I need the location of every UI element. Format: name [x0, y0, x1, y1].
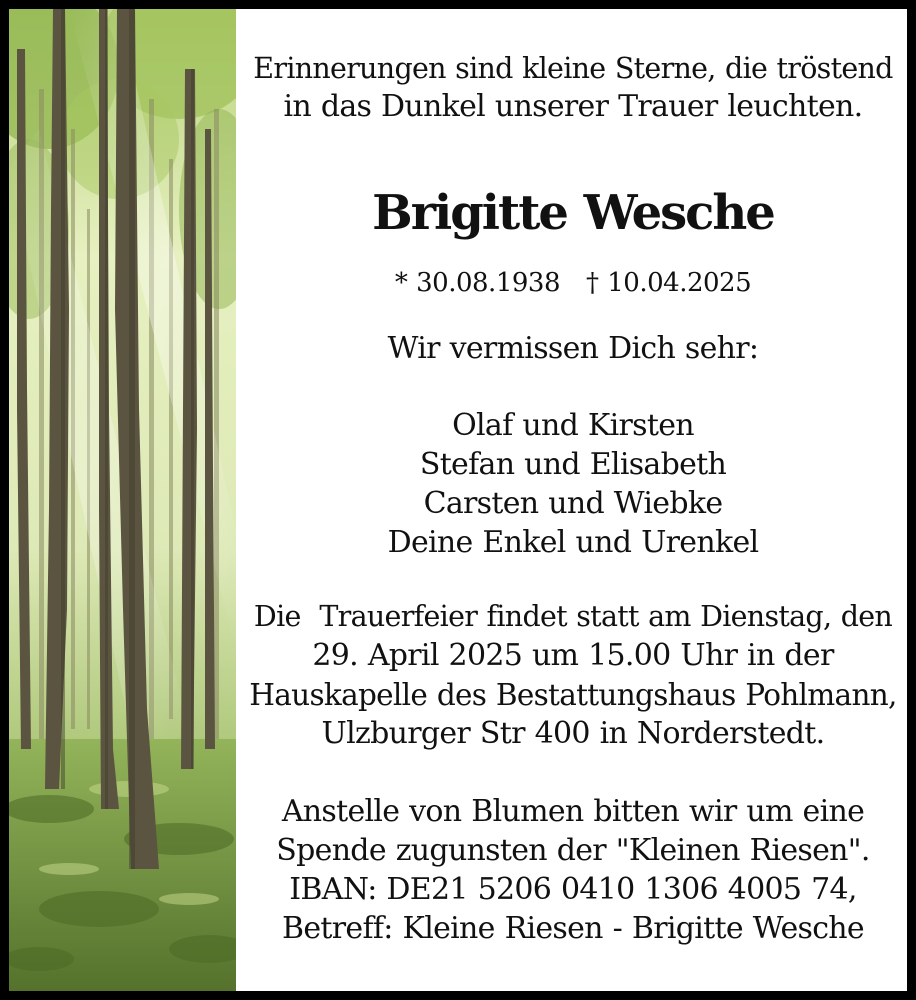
- quote-line-1: Erinnerungen sind kleine Sterne, die tröstend: [253, 52, 893, 85]
- birth-date: * 30.08.1938: [394, 268, 560, 298]
- miss-line: Wir vermissen Dich sehr:: [387, 331, 759, 366]
- life-dates: [249, 265, 897, 301]
- deceased-name: Brigitte Wesche: [372, 185, 774, 241]
- donation-line: Spende zugunsten der "Kleinen Riesen".: [276, 833, 870, 868]
- quote-line-2: in das Dunkel unserer Trauer leuchten.: [283, 89, 863, 124]
- family-line: Olaf und Kirsten: [452, 408, 694, 443]
- forest-icon: [9, 9, 236, 991]
- family-line: Carsten und Wiebke: [423, 486, 723, 521]
- funeral-line: Ulzburger Str 400 in Norderstedt.: [321, 716, 825, 751]
- notice-text: [249, 9, 897, 991]
- death-date: † 10.04.2025: [586, 268, 752, 298]
- forest-image: [9, 9, 236, 991]
- funeral-line: Die Trauerfeier findet statt am Dienstag, den: [253, 600, 893, 633]
- family-line: Stefan und Elisabeth: [419, 447, 727, 482]
- donation-line: Anstelle von Blumen bitten wir um eine: [281, 794, 865, 829]
- funeral-line: 29. April 2025 um 15.00 Uhr in der: [312, 638, 834, 673]
- donation-reference: Betreff: Kleine Riesen - Brigitte Wesche: [282, 911, 864, 946]
- funeral-line: Hauskapelle des Bestattungshaus Pohlmann,: [249, 678, 897, 712]
- family-line: Deine Enkel und Urenkel: [387, 525, 759, 560]
- donation-iban: IBAN: DE21 5206 0410 1306 4005 74,: [289, 872, 857, 907]
